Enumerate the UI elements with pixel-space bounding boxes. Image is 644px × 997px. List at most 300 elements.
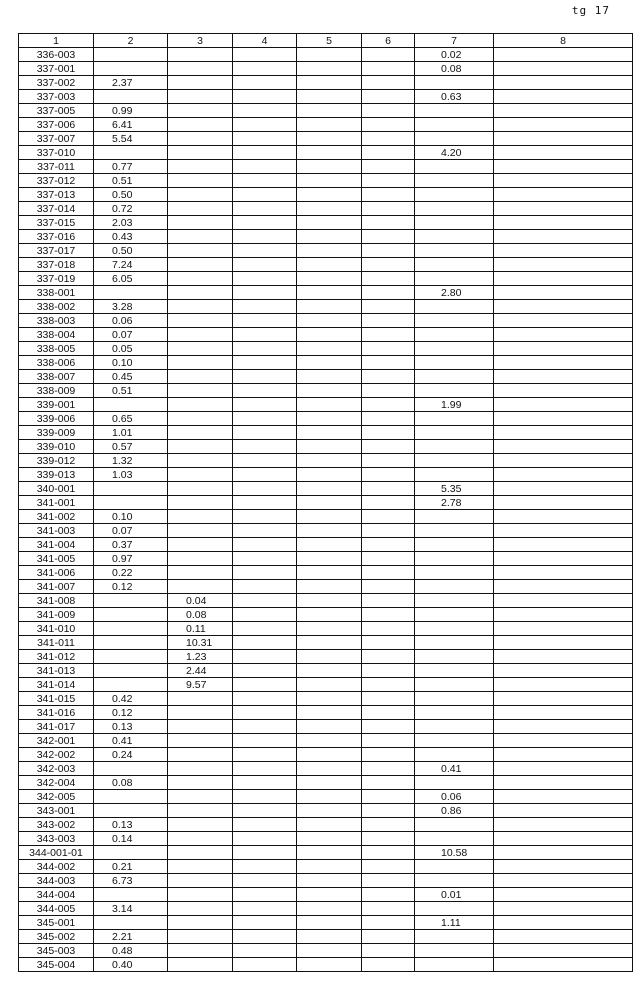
table-cell-col-7: [415, 832, 494, 846]
table-cell-col-7: [415, 426, 494, 440]
table-cell-col-1: 337-003: [19, 90, 94, 104]
table-cell-col-3: [168, 706, 233, 720]
table-cell-col-6: [362, 944, 415, 958]
table-cell-col-2: [94, 888, 168, 902]
table-cell-col-7: [415, 566, 494, 580]
table-cell-col-6: [362, 342, 415, 356]
table-cell-col-7: 0.01: [415, 888, 494, 902]
table-cell-col-6: [362, 174, 415, 188]
table-cell-col-5: [297, 146, 362, 160]
table-cell-col-6: [362, 90, 415, 104]
table-cell-col-6: [362, 216, 415, 230]
table-cell-col-2: 0.12: [94, 580, 168, 594]
table-cell-col-4: [233, 160, 297, 174]
table-row: [19, 426, 633, 440]
table-cell-col-7: [415, 552, 494, 566]
table-cell-col-2: 0.10: [94, 356, 168, 370]
table-cell-col-4: [233, 720, 297, 734]
table-cell-col-6: [362, 580, 415, 594]
table-cell-col-5: [297, 188, 362, 202]
table-row: [19, 930, 633, 944]
table-cell-col-3: [168, 426, 233, 440]
table-row: [19, 860, 633, 874]
table-cell-col-6: [362, 286, 415, 300]
table-cell-col-7: [415, 370, 494, 384]
table-cell-col-5: [297, 776, 362, 790]
table-cell-col-5: [297, 356, 362, 370]
table-cell-col-4: [233, 566, 297, 580]
table-row: [19, 762, 633, 776]
table-cell-col-8: [494, 902, 633, 916]
table-cell-col-7: 0.08: [415, 62, 494, 76]
table-cell-col-5: [297, 216, 362, 230]
table-cell-col-4: [233, 916, 297, 930]
table-cell-col-1: 344-004: [19, 888, 94, 902]
table-cell-col-2: [94, 622, 168, 636]
column-header: 5: [297, 34, 362, 48]
table-cell-col-5: [297, 132, 362, 146]
table-cell-col-1: 338-009: [19, 384, 94, 398]
table-cell-col-6: [362, 146, 415, 160]
table-row: [19, 874, 633, 888]
table-cell-col-1: 337-007: [19, 132, 94, 146]
table-row: [19, 468, 633, 482]
table-row: [19, 188, 633, 202]
table-cell-col-2: [94, 636, 168, 650]
table-cell-col-3: 0.04: [168, 594, 233, 608]
table-row: [19, 510, 633, 524]
table-cell-col-4: [233, 328, 297, 342]
table-cell-col-4: [233, 608, 297, 622]
table-cell-col-2: [94, 678, 168, 692]
table-row: [19, 90, 633, 104]
table-cell-col-8: [494, 734, 633, 748]
table-cell-col-1: 341-004: [19, 538, 94, 552]
table-cell-col-6: [362, 678, 415, 692]
table-cell-col-4: [233, 174, 297, 188]
table-row: [19, 440, 633, 454]
table-row: [19, 846, 633, 860]
table-cell-col-3: 0.08: [168, 608, 233, 622]
table-cell-col-2: 0.51: [94, 174, 168, 188]
table-cell-col-3: [168, 370, 233, 384]
table-cell-col-7: [415, 132, 494, 146]
data-table: [18, 33, 633, 972]
table-row: [19, 244, 633, 258]
table-cell-col-3: [168, 916, 233, 930]
table-cell-col-2: [94, 146, 168, 160]
table-cell-col-5: [297, 538, 362, 552]
table-cell-col-1: 342-003: [19, 762, 94, 776]
table-cell-col-8: [494, 216, 633, 230]
table-cell-col-3: [168, 314, 233, 328]
table-row: [19, 552, 633, 566]
table-cell-col-2: 5.54: [94, 132, 168, 146]
table-cell-col-3: [168, 776, 233, 790]
table-cell-col-2: 0.97: [94, 552, 168, 566]
table-cell-col-7: [415, 692, 494, 706]
table-cell-col-7: [415, 524, 494, 538]
table-cell-col-8: [494, 426, 633, 440]
table-cell-col-6: [362, 720, 415, 734]
table-cell-col-8: [494, 958, 633, 972]
table-cell-col-3: [168, 272, 233, 286]
table-cell-col-6: [362, 230, 415, 244]
table-cell-col-8: [494, 160, 633, 174]
table-cell-col-1: 345-002: [19, 930, 94, 944]
table-cell-col-4: [233, 62, 297, 76]
table-cell-col-4: [233, 132, 297, 146]
table-cell-col-8: [494, 580, 633, 594]
table-cell-col-5: [297, 930, 362, 944]
table-cell-col-7: [415, 650, 494, 664]
table-cell-col-7: 0.06: [415, 790, 494, 804]
table-cell-col-7: 10.58: [415, 846, 494, 860]
table-cell-col-7: [415, 174, 494, 188]
table-row: [19, 76, 633, 90]
table-cell-col-6: [362, 272, 415, 286]
table-cell-col-5: [297, 762, 362, 776]
table-cell-col-5: [297, 818, 362, 832]
table-cell-col-1: 338-005: [19, 342, 94, 356]
table-cell-col-1: 338-004: [19, 328, 94, 342]
table-cell-col-2: 0.57: [94, 440, 168, 454]
column-header: 8: [494, 34, 633, 48]
table-cell-col-6: [362, 650, 415, 664]
table-cell-col-8: [494, 398, 633, 412]
table-cell-col-6: [362, 314, 415, 328]
table-cell-col-7: 5.35: [415, 482, 494, 496]
table-cell-col-5: [297, 734, 362, 748]
table-cell-col-6: [362, 762, 415, 776]
table-row: [19, 720, 633, 734]
table-cell-col-8: [494, 230, 633, 244]
table-cell-col-8: [494, 748, 633, 762]
table-cell-col-3: [168, 804, 233, 818]
table-cell-col-2: [94, 594, 168, 608]
table-cell-col-2: 0.14: [94, 832, 168, 846]
table-cell-col-4: [233, 286, 297, 300]
table-cell-col-1: 341-001: [19, 496, 94, 510]
table-cell-col-8: [494, 566, 633, 580]
table-cell-col-1: 343-002: [19, 818, 94, 832]
table-cell-col-1: 339-010: [19, 440, 94, 454]
table-cell-col-7: [415, 720, 494, 734]
table-cell-col-1: 343-003: [19, 832, 94, 846]
table-cell-col-3: [168, 496, 233, 510]
table-cell-col-8: [494, 706, 633, 720]
table-cell-col-4: [233, 832, 297, 846]
table-cell-col-3: [168, 902, 233, 916]
table-cell-col-2: [94, 650, 168, 664]
table-cell-col-2: 6.05: [94, 272, 168, 286]
table-cell-col-8: [494, 90, 633, 104]
table-cell-col-5: [297, 524, 362, 538]
table-cell-col-2: [94, 664, 168, 678]
table-cell-col-6: [362, 790, 415, 804]
table-row: [19, 160, 633, 174]
table-cell-col-2: 0.07: [94, 328, 168, 342]
table-cell-col-3: [168, 566, 233, 580]
table-cell-col-4: [233, 230, 297, 244]
table-cell-col-5: [297, 118, 362, 132]
table-cell-col-1: 341-016: [19, 706, 94, 720]
table-cell-col-1: 337-002: [19, 76, 94, 90]
table-cell-col-6: [362, 132, 415, 146]
table-cell-col-2: 0.43: [94, 230, 168, 244]
table-cell-col-8: [494, 636, 633, 650]
table-cell-col-8: [494, 328, 633, 342]
table-cell-col-3: [168, 552, 233, 566]
table-cell-col-5: [297, 90, 362, 104]
table-cell-col-5: [297, 440, 362, 454]
table-cell-col-7: [415, 160, 494, 174]
table-cell-col-2: 6.41: [94, 118, 168, 132]
table-cell-col-8: [494, 650, 633, 664]
table-cell-col-3: [168, 482, 233, 496]
table-cell-col-7: [415, 440, 494, 454]
table-cell-col-8: [494, 916, 633, 930]
table-row: [19, 48, 633, 62]
table-row: [19, 650, 633, 664]
table-row: [19, 776, 633, 790]
table-cell-col-7: 4.20: [415, 146, 494, 160]
page-number-label: tg 17: [571, 4, 610, 17]
table-cell-col-5: [297, 202, 362, 216]
table-cell-col-1: 341-011: [19, 636, 94, 650]
table-cell-col-8: [494, 524, 633, 538]
table-cell-col-8: [494, 48, 633, 62]
table-cell-col-2: [94, 916, 168, 930]
table-cell-col-4: [233, 776, 297, 790]
table-cell-col-6: [362, 706, 415, 720]
table-cell-col-3: [168, 692, 233, 706]
table-cell-col-2: 0.50: [94, 188, 168, 202]
table-cell-col-4: [233, 272, 297, 286]
table-cell-col-6: [362, 510, 415, 524]
table-cell-col-2: 0.21: [94, 860, 168, 874]
table-row: [19, 118, 633, 132]
table-cell-col-5: [297, 314, 362, 328]
table-cell-col-6: [362, 692, 415, 706]
table-cell-col-5: [297, 552, 362, 566]
table-cell-col-7: [415, 230, 494, 244]
table-cell-col-3: [168, 258, 233, 272]
table-cell-col-1: 344-002: [19, 860, 94, 874]
table-cell-col-4: [233, 734, 297, 748]
table-cell-col-7: 1.11: [415, 916, 494, 930]
table-cell-col-2: [94, 286, 168, 300]
table-cell-col-2: 2.21: [94, 930, 168, 944]
table-cell-col-3: [168, 580, 233, 594]
table-row: [19, 454, 633, 468]
table-cell-col-4: [233, 860, 297, 874]
table-cell-col-6: [362, 468, 415, 482]
table-cell-col-2: 0.10: [94, 510, 168, 524]
table-cell-col-3: [168, 132, 233, 146]
table-cell-col-8: [494, 356, 633, 370]
table-cell-col-2: [94, 482, 168, 496]
table-cell-col-4: [233, 958, 297, 972]
table-row: [19, 174, 633, 188]
table-cell-col-5: [297, 874, 362, 888]
table-cell-col-7: [415, 384, 494, 398]
table-cell-col-6: [362, 524, 415, 538]
table-cell-col-1: 341-010: [19, 622, 94, 636]
table-cell-col-3: [168, 888, 233, 902]
table-cell-col-4: [233, 664, 297, 678]
table-cell-col-4: [233, 930, 297, 944]
table-cell-col-4: [233, 342, 297, 356]
table-cell-col-3: [168, 160, 233, 174]
table-cell-col-3: [168, 874, 233, 888]
table-row: [19, 412, 633, 426]
table-cell-col-1: 342-001: [19, 734, 94, 748]
table-cell-col-5: [297, 846, 362, 860]
table-cell-col-3: [168, 454, 233, 468]
table-cell-col-5: [297, 790, 362, 804]
table-cell-col-3: [168, 118, 233, 132]
table-row: [19, 608, 633, 622]
table-cell-col-4: [233, 398, 297, 412]
table-cell-col-7: [415, 930, 494, 944]
table-cell-col-6: [362, 888, 415, 902]
table-cell-col-8: [494, 874, 633, 888]
table-cell-col-5: [297, 412, 362, 426]
table-cell-col-1: 341-002: [19, 510, 94, 524]
table-cell-col-8: [494, 594, 633, 608]
table-cell-col-6: [362, 454, 415, 468]
table-cell-col-8: [494, 244, 633, 258]
table-cell-col-1: 337-013: [19, 188, 94, 202]
table-cell-col-2: [94, 48, 168, 62]
table-cell-col-1: 337-015: [19, 216, 94, 230]
table-cell-col-1: 344-003: [19, 874, 94, 888]
table-row: [19, 524, 633, 538]
table-cell-col-5: [297, 272, 362, 286]
table-cell-col-3: 10.31: [168, 636, 233, 650]
table-cell-col-3: [168, 244, 233, 258]
table-cell-col-7: [415, 944, 494, 958]
table-cell-col-2: 0.22: [94, 566, 168, 580]
table-cell-col-4: [233, 650, 297, 664]
table-cell-col-4: [233, 692, 297, 706]
table-cell-col-6: [362, 566, 415, 580]
table-cell-col-8: [494, 146, 633, 160]
table-cell-col-3: [168, 216, 233, 230]
table-cell-col-7: 0.02: [415, 48, 494, 62]
table-cell-col-4: [233, 188, 297, 202]
table-cell-col-6: [362, 608, 415, 622]
table-cell-col-6: [362, 244, 415, 258]
table-cell-col-6: [362, 328, 415, 342]
table-cell-col-8: [494, 944, 633, 958]
table-cell-col-2: 0.08: [94, 776, 168, 790]
table-cell-col-5: [297, 384, 362, 398]
table-cell-col-3: [168, 440, 233, 454]
table-cell-col-6: [362, 76, 415, 90]
table-cell-col-6: [362, 202, 415, 216]
table-cell-col-1: 339-001: [19, 398, 94, 412]
column-header: 3: [168, 34, 233, 48]
table-cell-col-4: [233, 678, 297, 692]
table-cell-col-4: [233, 104, 297, 118]
table-cell-col-7: [415, 678, 494, 692]
table-cell-col-7: [415, 244, 494, 258]
table-cell-col-7: [415, 272, 494, 286]
table-row: [19, 944, 633, 958]
table-row: [19, 958, 633, 972]
table-row: [19, 482, 633, 496]
table-cell-col-3: [168, 356, 233, 370]
column-header: 7: [415, 34, 494, 48]
table-cell-col-6: [362, 440, 415, 454]
table-cell-col-2: 0.65: [94, 412, 168, 426]
table-cell-col-8: [494, 482, 633, 496]
table-cell-col-7: 2.78: [415, 496, 494, 510]
table-cell-col-4: [233, 300, 297, 314]
table-cell-col-2: [94, 398, 168, 412]
table-cell-col-6: [362, 398, 415, 412]
table-cell-col-7: 2.80: [415, 286, 494, 300]
table-cell-col-2: 2.37: [94, 76, 168, 90]
table-cell-col-1: 337-012: [19, 174, 94, 188]
table-row: [19, 538, 633, 552]
table-cell-col-1: 337-011: [19, 160, 94, 174]
table-cell-col-7: [415, 412, 494, 426]
table-cell-col-4: [233, 258, 297, 272]
table-cell-col-3: [168, 860, 233, 874]
table-cell-col-8: [494, 804, 633, 818]
table-cell-col-7: 0.63: [415, 90, 494, 104]
table-cell-col-7: [415, 118, 494, 132]
table-cell-col-4: [233, 216, 297, 230]
table-cell-col-6: [362, 818, 415, 832]
table-cell-col-6: [362, 356, 415, 370]
table-cell-col-5: [297, 104, 362, 118]
table-cell-col-8: [494, 762, 633, 776]
table-cell-col-5: [297, 832, 362, 846]
table-cell-col-1: 341-003: [19, 524, 94, 538]
table-cell-col-1: 342-004: [19, 776, 94, 790]
table-cell-col-8: [494, 860, 633, 874]
table-cell-col-2: [94, 846, 168, 860]
table-row: [19, 622, 633, 636]
table-cell-col-6: [362, 300, 415, 314]
table-cell-col-6: [362, 804, 415, 818]
table-cell-col-6: [362, 538, 415, 552]
table-cell-col-2: 0.72: [94, 202, 168, 216]
table-row: [19, 132, 633, 146]
table-cell-col-8: [494, 692, 633, 706]
table-row: [19, 706, 633, 720]
table-cell-col-8: [494, 790, 633, 804]
table-cell-col-5: [297, 174, 362, 188]
table-cell-col-1: 345-001: [19, 916, 94, 930]
table-cell-col-7: [415, 342, 494, 356]
table-row: [19, 272, 633, 286]
table-cell-col-3: [168, 748, 233, 762]
table-cell-col-8: [494, 678, 633, 692]
table-cell-col-1: 338-001: [19, 286, 94, 300]
table-cell-col-2: [94, 608, 168, 622]
table-cell-col-4: [233, 118, 297, 132]
table-cell-col-4: [233, 594, 297, 608]
table-cell-col-4: [233, 902, 297, 916]
table-row: [19, 818, 633, 832]
table-cell-col-3: [168, 62, 233, 76]
table-cell-col-7: 0.41: [415, 762, 494, 776]
